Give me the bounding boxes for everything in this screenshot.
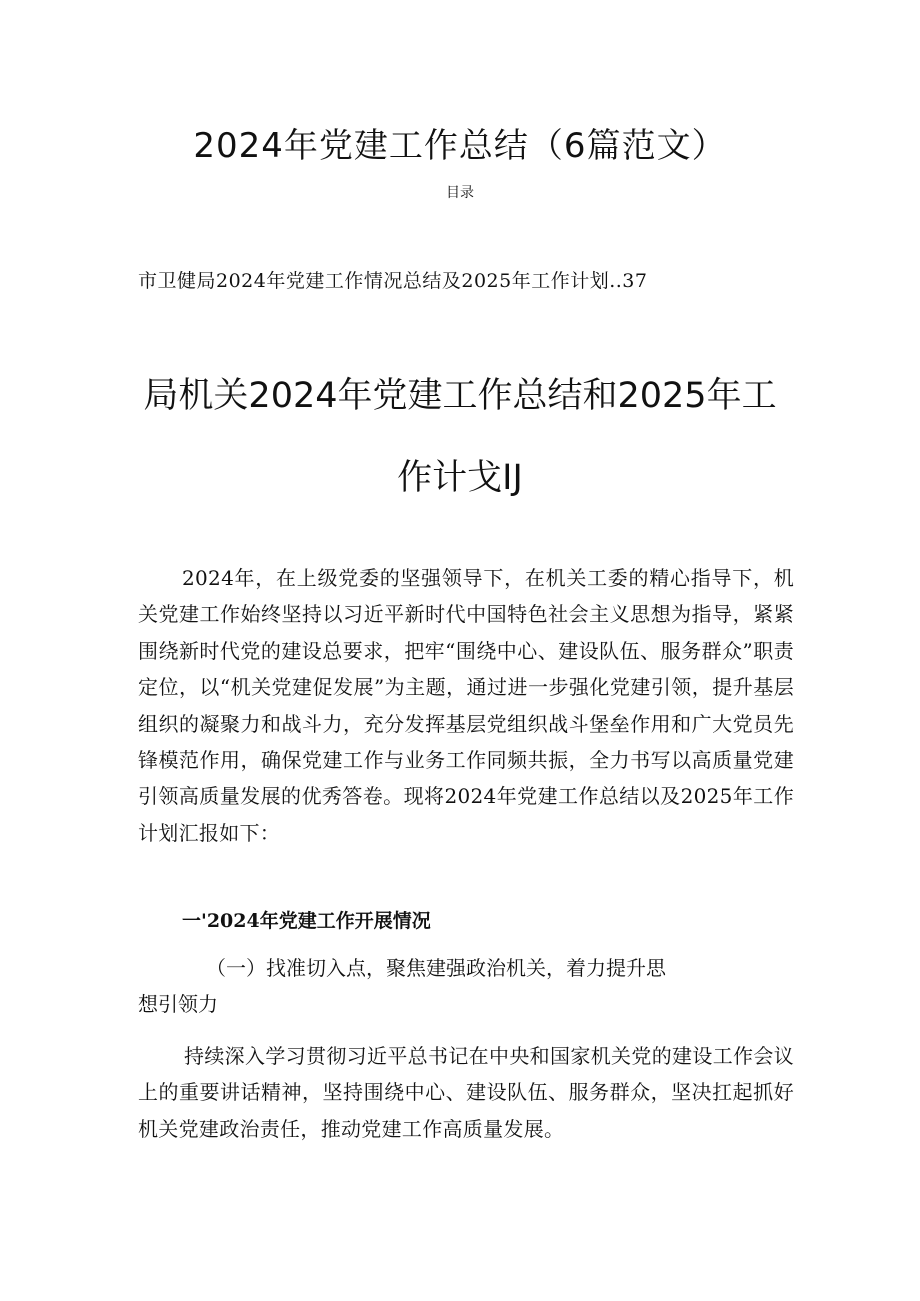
subheading-line-2: 想引领力 xyxy=(138,992,218,1016)
intro-paragraph: 2024年，在上级党委的坚强领导下，在机关工委的精心指导下，机关党建工作始终坚持以习近平新时代中国特色社会主义思想为指导，紧紧围绕新时代党的建设总要求，把牢“围绕中心、建设队伍、服务群众”职责定位，以“机关党建促发展”为主题，通过进一步强化党建引领，提升基层组织的凝聚力和战斗力，充分发挥基层党组织战斗堡垒作用和广大党员先锋模范作用，确保党建工作与业务工作同频共振，全力书写以高质量党建引领高质量发展的优秀答卷。现将2024年党建工作总结以及2025年工作计划汇报如下： xyxy=(138,566,794,845)
subheading xyxy=(138,950,738,1022)
heading-level-one: 一'2024年党建工作开展情况 xyxy=(182,910,431,932)
section-title-line-2: 作计戈IJ xyxy=(397,458,523,498)
toc-heading: 目录 xyxy=(446,185,474,201)
toc-entry[interactable]: 市卫健局2024年党建工作情况总结及2025年工作计划..37 xyxy=(138,270,648,292)
body-paragraph: 持续深入学习贯彻习近平总书记在中央和国家机关党的建设工作会议上的重要讲话精神，坚持围绕中心、建设队伍、服务群众，坚决扛起抓好机关党建政治责任，推动党建工作高质量发展。 xyxy=(138,1044,794,1141)
document-title: 2024年党建工作总结（6篇范文） xyxy=(193,126,727,166)
section-title-line-1: 局机关2024年党建工作总结和2025年工 xyxy=(143,376,777,416)
subheading-line-1: （一）找准切入点，聚焦建强政治机关，着力提升思 xyxy=(206,956,666,980)
